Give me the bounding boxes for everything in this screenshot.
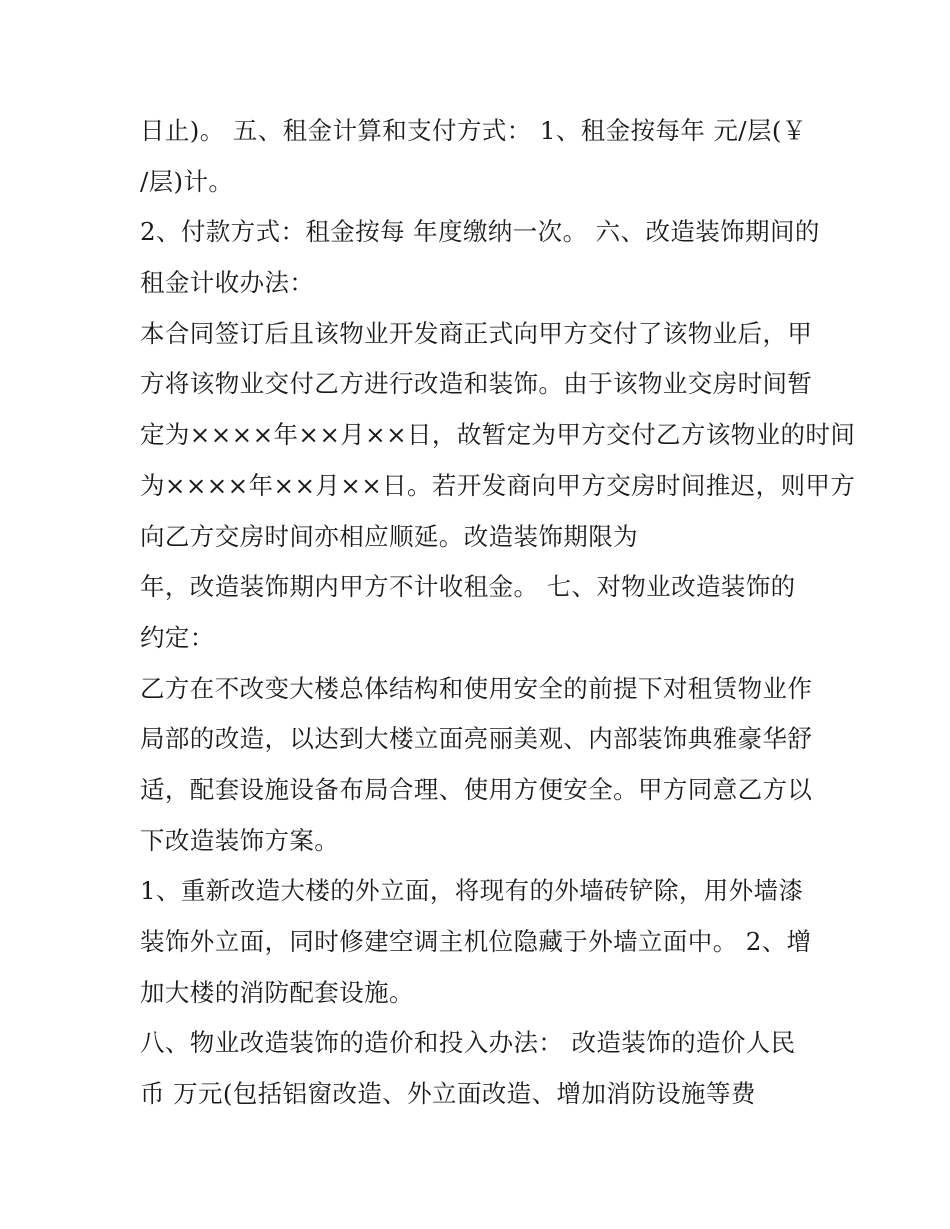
text-line: 约定：: [140, 622, 215, 652]
text-line: 适，配套设施设备布局合理、使用方便安全。甲方同意乙方以: [140, 774, 813, 804]
text-line: 日止)。 五、租金计算和支付方式： 1、租金按每年 元/层(￥: [140, 116, 807, 145]
text-line: 币 万元(包括铝窗改造、外立面改造、增加消防设施等费: [140, 1079, 756, 1109]
text-line: 为××××年××月××日。若开发商向甲方交房时间推迟，则甲方: [140, 470, 856, 500]
text-line: 乙方在不改变大楼总体结构和使用安全的前提下对租赁物业作: [140, 673, 813, 703]
text-line: 2、付款方式：租金按每 年度缴纳一次。 六、改造装饰期间的: [140, 217, 820, 247]
text-line: 向乙方交房时间亦相应顺延。改造装饰期限为: [140, 521, 638, 551]
text-line: 八、物业改造装饰的造价和投入办法： 改造装饰的造价人民: [140, 1028, 796, 1058]
text-line: 装饰外立面，同时修建空调主机位隐藏于外墙立面中。 2、增: [140, 927, 812, 956]
text-line: 1、重新改造大楼的外立面，将现有的外墙砖铲除，用外墙漆: [140, 876, 804, 906]
document-body: [140, 106, 856, 1120]
text-line: 本合同签订后且该物业开发商正式向甲方交付了该物业后，甲: [140, 318, 813, 348]
text-line: 局部的改造，以达到大楼立面亮丽美观、内部装饰典雅豪华舒: [140, 724, 813, 754]
text-line: 方将该物业交付乙方进行改造和装饰。由于该物业交房时间暂: [140, 369, 813, 399]
text-line: 定为××××年××月××日，故暂定为甲方交付乙方该物业的时间: [140, 420, 856, 450]
text-line: /层)计。: [140, 166, 234, 196]
text-line: 加大楼的消防配套设施。: [140, 977, 414, 1007]
text-line: 年，改造装饰期内甲方不计收租金。 七、对物业改造装饰的: [140, 572, 796, 602]
text-line: 下改造装饰方案。: [140, 825, 340, 855]
text-line: 租金计收办法：: [140, 268, 315, 298]
